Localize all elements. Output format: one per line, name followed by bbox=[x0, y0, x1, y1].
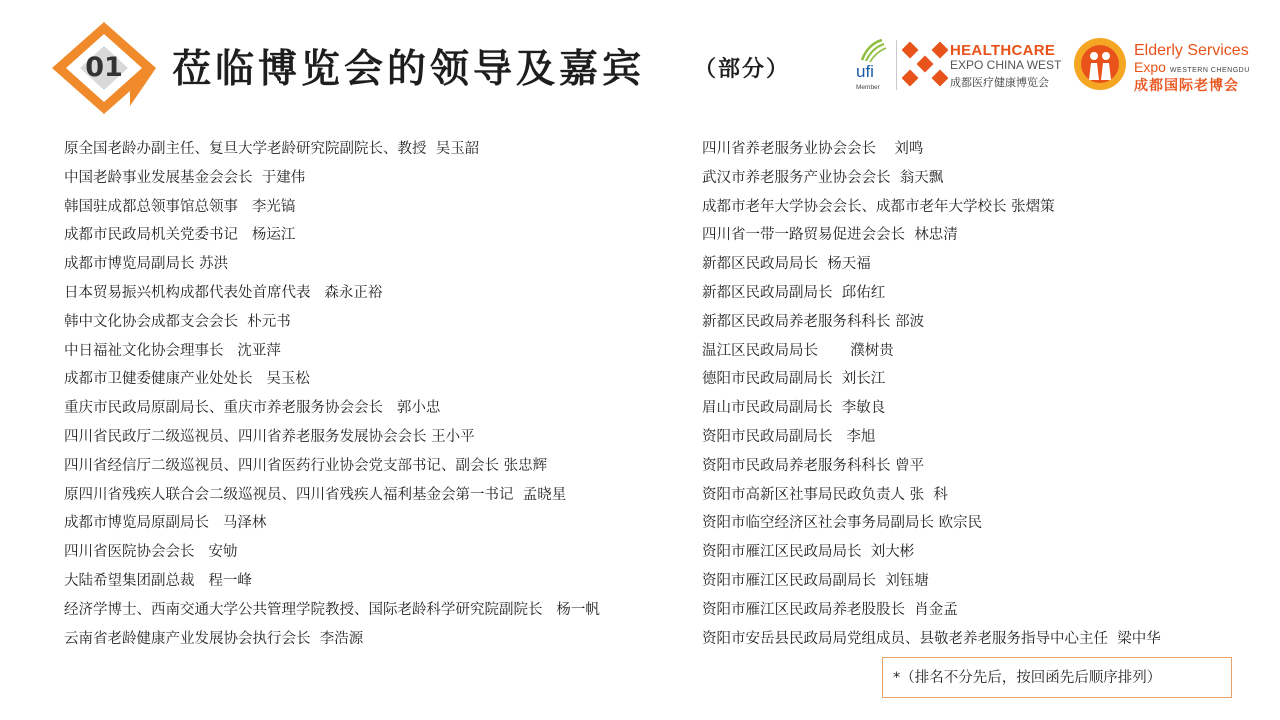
guest-list-item: 成都市老年大学协会会长、成都市老年大学校长 张熠策 bbox=[702, 198, 1055, 215]
guest-list-item: 四川省经信厅二级巡视员、四川省医药行业协会党支部书记、副会长 张忠辉 bbox=[64, 457, 548, 474]
guest-list-item: 新都区民政局局长 杨天福 bbox=[702, 256, 871, 273]
guest-list-item: 资阳市雁江区民政局局长 刘大彬 bbox=[702, 544, 915, 561]
logo-bar bbox=[852, 36, 1272, 96]
guest-list-item: 经济学博士、西南交通大学公共管理学院教授、国际老龄科学研究院副院长 杨一帆 bbox=[64, 601, 600, 618]
guest-list-item: 原四川省残疾人联合会二级巡视员、四川省残疾人福利基金会第一书记 孟晓星 bbox=[64, 486, 567, 503]
healthcare-logo-line3: 成都医疗健康博览会 bbox=[950, 76, 1049, 89]
guest-list-item: 大陆希望集团副总裁 程一峰 bbox=[64, 572, 252, 589]
guest-list-item: 云南省老龄健康产业发展协会执行会长 李浩源 bbox=[64, 630, 364, 647]
guest-list-right bbox=[702, 139, 1262, 657]
guest-list-item: 日本贸易振兴机构成都代表处首席代表 森永正裕 bbox=[64, 284, 383, 301]
elderly-logo-line2 bbox=[1134, 59, 1250, 75]
elderly-logo-line3: 成都国际老博会 bbox=[1134, 78, 1239, 94]
guest-list-item: 德阳市民政局副局长 刘长江 bbox=[702, 371, 886, 388]
guest-list-item: 资阳市雁江区民政局副局长 刘钰塘 bbox=[702, 572, 929, 589]
guest-list-item: 中国老龄事业发展基金会会长 于建伟 bbox=[64, 169, 306, 186]
elderly-logo-line1: Elderly Services bbox=[1134, 42, 1249, 59]
guest-list-item: 成都市博览局副局长 苏洪 bbox=[64, 256, 229, 273]
healthcare-cross-icon bbox=[902, 42, 948, 86]
ufi-swoosh-icon bbox=[852, 38, 892, 64]
logo-divider bbox=[896, 40, 897, 90]
ordering-footnote: *（排名不分先后，按回函先后顺序排列） bbox=[882, 657, 1232, 698]
section-badge bbox=[48, 18, 160, 118]
healthcare-logo-line1: HEALTHCARE bbox=[950, 42, 1056, 59]
guest-list-item: 资阳市雁江区民政局养老股股长 肖金孟 bbox=[702, 601, 958, 618]
guest-list-item: 武汉市养老服务产业协会会长 翁天飘 bbox=[702, 169, 944, 186]
guest-list-item: 新都区民政局养老服务科科长 部波 bbox=[702, 313, 925, 330]
guest-list-item: 新都区民政局副局长 邱佑红 bbox=[702, 284, 886, 301]
guest-list-item: 四川省民政厅二级巡视员、四川省养老服务发展协会会长 王小平 bbox=[64, 428, 475, 445]
guest-list-left bbox=[64, 139, 694, 657]
guest-list-item: 成都市卫健委健康产业处处长 吴玉松 bbox=[64, 371, 310, 388]
page-title: 莅临博览会的领导及嘉宾 bbox=[172, 47, 646, 92]
guest-list-item: 资阳市安岳县民政局局党组成员、县敬老养老服务指导中心主任 梁中华 bbox=[702, 630, 1161, 647]
guest-list-item: 中日福祉文化协会理事长 沈亚萍 bbox=[64, 342, 281, 359]
guest-list-item: 资阳市民政局副局长 李旭 bbox=[702, 428, 876, 445]
guest-list-item: 四川省医院协会会长 安劬 bbox=[64, 544, 238, 561]
elderly-logo-expo: Expo bbox=[1134, 59, 1166, 75]
guest-list-item: 温江区民政局局长 濮树贵 bbox=[702, 342, 894, 359]
ufi-member-label: Member bbox=[856, 84, 880, 91]
guest-list-item: 原全国老龄办副主任、复旦大学老龄研究院副院长、教授 吴玉韶 bbox=[64, 141, 480, 157]
healthcare-logo-line2: EXPO CHINA WEST bbox=[950, 58, 1062, 72]
ufi-text: ufi bbox=[856, 62, 874, 81]
guest-list-item: 眉山市民政局副局长 李敏良 bbox=[702, 400, 886, 417]
guest-list-item: 资阳市民政局养老服务科科长 曾平 bbox=[702, 457, 925, 474]
guest-list-item: 资阳市临空经济区社会事务局副局长 欧宗民 bbox=[702, 515, 983, 532]
guest-list-item: 成都市博览局原副局长 马泽林 bbox=[64, 515, 267, 532]
badge-number: 01 bbox=[85, 52, 123, 83]
elderly-logo-western: WESTERN CHENGDU bbox=[1169, 67, 1250, 74]
guest-list-item: 韩中文化协会成都支会会长 朴元书 bbox=[64, 313, 291, 330]
page-subtitle: （部分） bbox=[694, 57, 791, 82]
guest-list-item: 资阳市高新区社事局民政负责人 张 科 bbox=[702, 486, 948, 503]
elderly-expo-sun-icon bbox=[1072, 36, 1128, 92]
guest-list-item: 韩国驻成都总领事馆总领事 李光镐 bbox=[64, 198, 296, 215]
guest-list-item: 成都市民政局机关党委书记 杨运江 bbox=[64, 227, 296, 244]
ufi-logo bbox=[852, 38, 892, 94]
guest-list-item: 四川省一带一路贸易促进会会长 林忠清 bbox=[702, 227, 958, 244]
guest-list-item: 四川省养老服务业协会会长 刘鸣 bbox=[702, 141, 924, 157]
guest-list-item: 重庆市民政局原副局长、重庆市养老服务协会会长 郭小忠 bbox=[64, 400, 441, 417]
